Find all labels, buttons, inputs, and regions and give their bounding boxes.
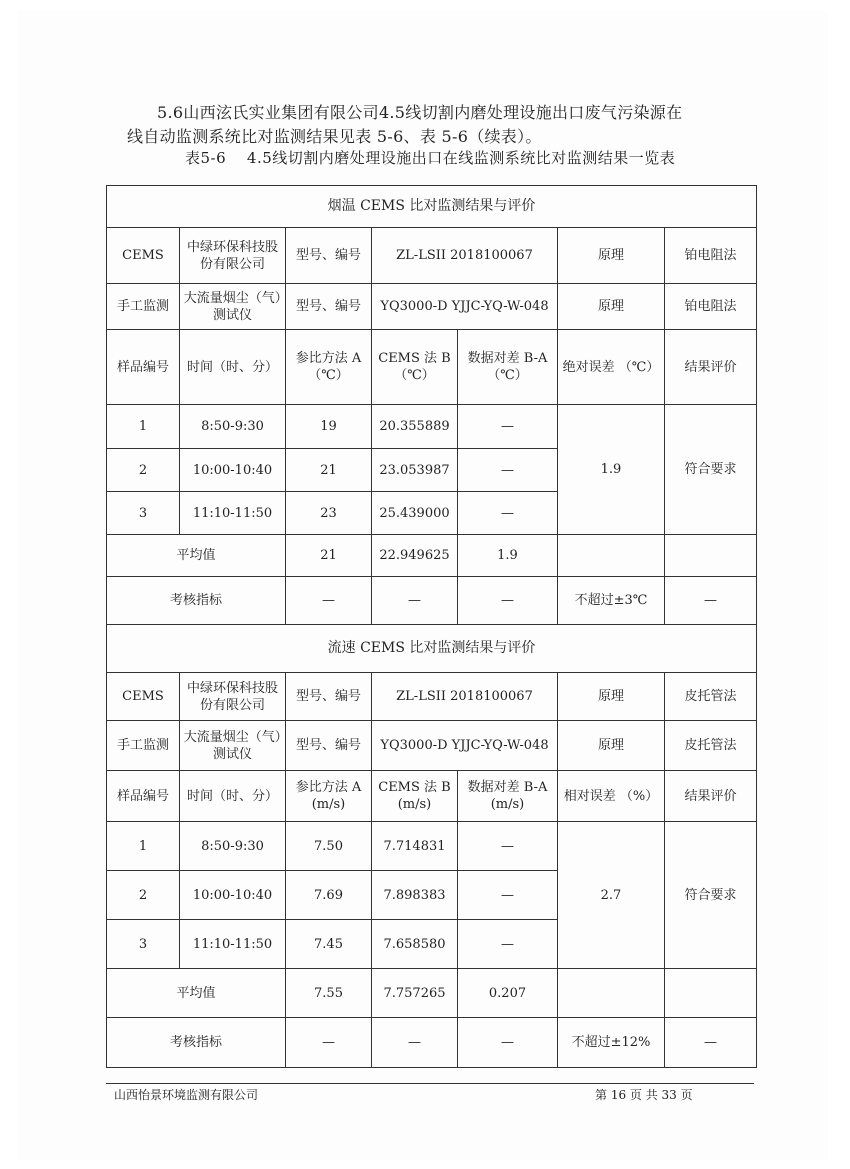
manual-principle: 皮托管法 — [665, 721, 757, 771]
manual-model-label: 型号、编号 — [286, 721, 372, 771]
value-a: 7.50 — [286, 822, 372, 871]
manual-label: 手工监测 — [107, 284, 180, 330]
value-b: 23.053987 — [372, 449, 458, 492]
header-error: 绝对误差 （℃） — [558, 330, 665, 405]
cems-maker: 中绿环保科技股份有限公司 — [180, 673, 286, 721]
sample-time: 8:50-9:30 — [180, 822, 286, 871]
average-b: 22.949625 — [372, 535, 458, 577]
index-limit: 不超过±3℃ — [558, 577, 665, 625]
manual-maker: 大流量烟尘（气）测试仪 — [180, 284, 286, 330]
average-label: 平均值 — [107, 535, 286, 577]
value-b: 7.898383 — [372, 871, 458, 920]
index-eval: — — [665, 1018, 757, 1068]
average-eval-blank — [665, 535, 757, 577]
average-diff: 0.207 — [458, 969, 558, 1018]
average-error-blank — [558, 969, 665, 1018]
index-eval: — — [665, 577, 757, 625]
section-title: 流速 CEMS 比对监测结果与评价 — [107, 625, 757, 673]
value-b: 20.355889 — [372, 405, 458, 449]
header-time: 时间（时、分） — [180, 771, 286, 822]
evaluation-value: 符合要求 — [665, 822, 757, 969]
header-cems-b: CEMS 法 B （℃） — [372, 330, 458, 405]
cems-principle-label: 原理 — [558, 673, 665, 721]
header-ref-a: 参比方法 A (m/s) — [286, 771, 372, 822]
value-diff: — — [458, 449, 558, 492]
table-row — [107, 405, 757, 449]
value-a: 23 — [286, 492, 372, 535]
intro-paragraph — [127, 101, 727, 149]
intro-line-2: 线自动监测系统比对监测结果见表 5-6、表 5-6（续表）。 — [127, 127, 542, 146]
sample-time: 10:00-10:40 — [180, 871, 286, 920]
table-row — [107, 822, 757, 871]
cems-model: ZL-LSII 2018100067 — [372, 673, 558, 721]
average-error-blank — [558, 535, 665, 577]
velocity-table — [106, 624, 757, 1068]
header-diff: 数据对差 B-A (m/s) — [458, 771, 558, 822]
average-row — [107, 535, 757, 577]
header-evaluation: 结果评价 — [665, 771, 757, 822]
cems-label: CEMS — [107, 228, 180, 284]
manual-label: 手工监测 — [107, 721, 180, 771]
sample-no: 2 — [107, 449, 180, 492]
sample-time: 10:00-10:40 — [180, 449, 286, 492]
average-a: 21 — [286, 535, 372, 577]
average-diff: 1.9 — [458, 535, 558, 577]
value-b: 7.714831 — [372, 822, 458, 871]
header-error: 相对误差 （%） — [558, 771, 665, 822]
evaluation-value: 符合要求 — [665, 405, 757, 535]
footer-page-number: 第 16 页 共 33 页 — [595, 1088, 693, 1102]
index-a: — — [286, 1018, 372, 1068]
value-diff: — — [458, 920, 558, 969]
index-diff: — — [458, 1018, 558, 1068]
value-a: 7.69 — [286, 871, 372, 920]
intro-line-1: 5.6山西泫氏实业集团有限公司4.5线切割内磨处理设施出口废气污染源在 — [157, 103, 683, 122]
table-caption: 表5-6 4.5线切割内磨处理设施出口在线监测系统比对监测结果一览表 — [185, 149, 676, 167]
value-diff: — — [458, 822, 558, 871]
cems-principle: 皮托管法 — [665, 673, 757, 721]
sample-no: 3 — [107, 920, 180, 969]
manual-maker: 大流量烟尘（气）测试仪 — [180, 721, 286, 771]
value-a: 21 — [286, 449, 372, 492]
header-sample-no: 样品编号 — [107, 771, 180, 822]
header-sample-no: 样品编号 — [107, 330, 180, 405]
average-a: 7.55 — [286, 969, 372, 1018]
value-a: 7.45 — [286, 920, 372, 969]
cems-principle: 铂电阻法 — [665, 228, 757, 284]
value-b: 7.658580 — [372, 920, 458, 969]
average-row — [107, 969, 757, 1018]
value-diff: — — [458, 405, 558, 449]
index-b: — — [372, 577, 458, 625]
cems-principle-label: 原理 — [558, 228, 665, 284]
value-b: 25.439000 — [372, 492, 458, 535]
index-b: — — [372, 1018, 458, 1068]
average-b: 7.757265 — [372, 969, 458, 1018]
sample-time: 11:10-11:50 — [180, 492, 286, 535]
sample-no: 1 — [107, 822, 180, 871]
header-time: 时间（时、分） — [180, 330, 286, 405]
section-title: 烟温 CEMS 比对监测结果与评价 — [107, 186, 757, 228]
sample-time: 11:10-11:50 — [180, 920, 286, 969]
index-row — [107, 577, 757, 625]
header-diff: 数据对差 B-A （℃） — [458, 330, 558, 405]
error-value: 2.7 — [558, 822, 665, 969]
manual-principle: 铂电阻法 — [665, 284, 757, 330]
index-diff: — — [458, 577, 558, 625]
index-limit: 不超过±12% — [558, 1018, 665, 1068]
footer-divider — [106, 1083, 754, 1084]
value-diff: — — [458, 871, 558, 920]
sample-time: 8:50-9:30 — [180, 405, 286, 449]
manual-principle-label: 原理 — [558, 284, 665, 330]
sample-no: 1 — [107, 405, 180, 449]
error-value: 1.9 — [558, 405, 665, 535]
average-label: 平均值 — [107, 969, 286, 1018]
cems-model: ZL-LSII 2018100067 — [372, 228, 558, 284]
index-label: 考核指标 — [107, 577, 286, 625]
header-cems-b: CEMS 法 B (m/s) — [372, 771, 458, 822]
header-ref-a: 参比方法 A （℃） — [286, 330, 372, 405]
cems-model-label: 型号、编号 — [286, 228, 372, 284]
cems-label: CEMS — [107, 673, 180, 721]
sample-no: 2 — [107, 871, 180, 920]
header-evaluation: 结果评价 — [665, 330, 757, 405]
cems-model-label: 型号、编号 — [286, 673, 372, 721]
cems-maker: 中绿环保科技股份有限公司 — [180, 228, 286, 284]
temperature-table — [106, 185, 757, 625]
index-row — [107, 1018, 757, 1068]
manual-model-label: 型号、编号 — [286, 284, 372, 330]
sample-no: 3 — [107, 492, 180, 535]
value-diff: — — [458, 492, 558, 535]
index-label: 考核指标 — [107, 1018, 286, 1068]
index-a: — — [286, 577, 372, 625]
value-a: 19 — [286, 405, 372, 449]
manual-model: YQ3000-D YJJC-YQ-W-048 — [372, 721, 558, 771]
footer-company: 山西怡景环境监测有限公司 — [114, 1088, 259, 1102]
manual-principle-label: 原理 — [558, 721, 665, 771]
manual-model: YQ3000-D YJJC-YQ-W-048 — [372, 284, 558, 330]
average-eval-blank — [665, 969, 757, 1018]
